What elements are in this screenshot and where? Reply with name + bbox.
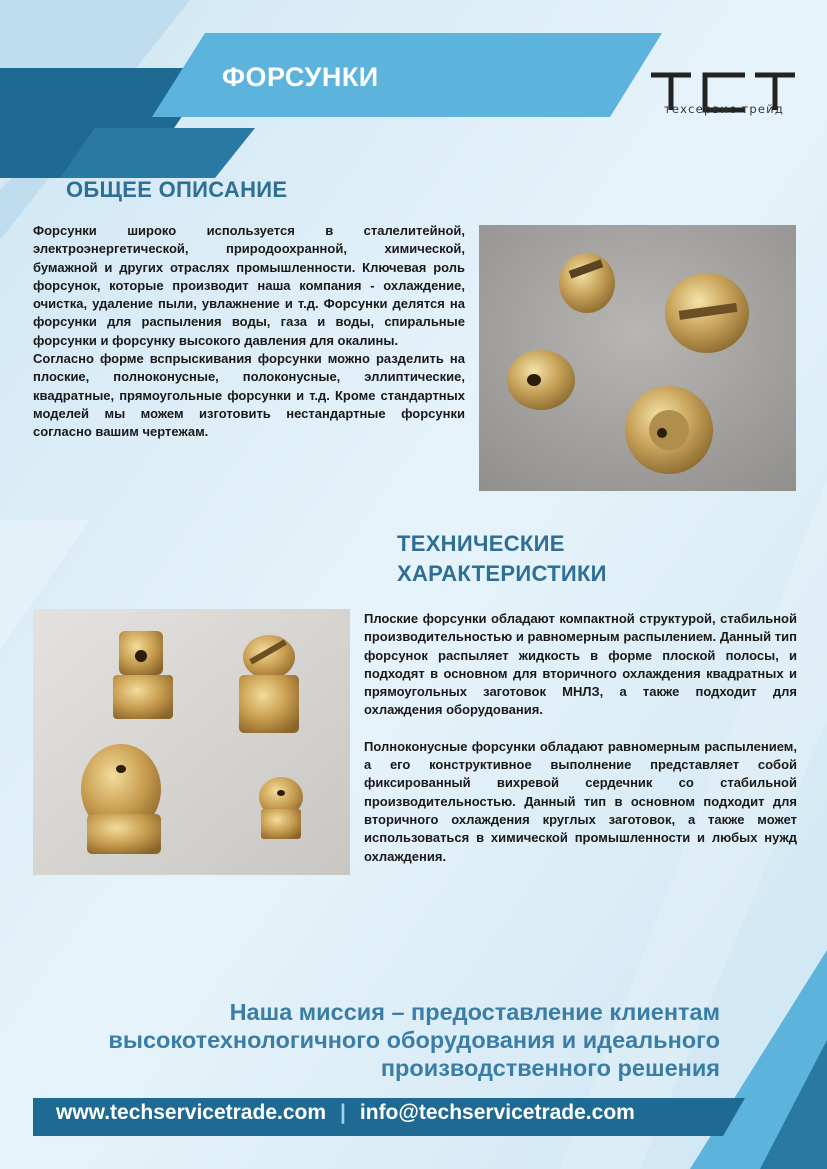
technical-paragraph-1: Плоские форсунки обладают компактной структурой, стабильной производительностью и равномерным распылением. Данный тип форсунок распыляет жидкость в форме плоской полосы, и подходят в основном для вторичного охлаждения квадратных и прямоугольных заготовок МНЛЗ, а также подходит для охлаждения оборудования. (364, 611, 797, 718)
cone-nozzle-small (259, 777, 303, 839)
cone-nozzle-large (81, 744, 161, 854)
logo-subtitle: техсервис трейд (663, 102, 784, 116)
section-heading-technical (397, 529, 607, 589)
mission-line-2: высокотехнологичного оборудования и идеального (108, 1027, 720, 1053)
technical-paragraph-2: Полноконусные форсунки обладают равномерным распылением, а его конструктивное выполнение представляет собой фиксированный вихревой сердечник со стабильной производительностью. Данный тип в основном подходит для вторичного охлаждения круглых заготовок, а также может использоваться в химической промышленности и любых нужд охлаждения. (364, 738, 797, 864)
nozzles-photo-1 (479, 225, 796, 491)
email-link[interactable]: info@techservicetrade.com (359, 1101, 635, 1124)
technical-heading-line-2: ХАРАКТЕРИСТИКИ (397, 561, 607, 586)
footer-contacts (56, 1101, 635, 1125)
mission-statement (40, 998, 720, 1082)
footer-separator: | (340, 1101, 346, 1124)
section-heading-general: ОБЩЕЕ ОПИСАНИЕ (66, 177, 288, 202)
page-title: ФОРСУНКИ (222, 62, 379, 92)
general-paragraph-1: Форсунки широко используется в сталелитейной, электроэнергетической, природоохранной, химической, бумажной и других отраслях промышленности. Ключевая роль форсунок, которые производит наша компания - охлаждение, очистка, удаление пыли, увлажнение и т.д. Форсунки делятся на форсунки для распыления воды, газа и воды, спиральные форсунки и форсунку высокого давления для окалины. (33, 223, 465, 348)
nozzle-top-right (665, 273, 749, 353)
flat-nozzle-right (239, 635, 299, 733)
website-link[interactable]: www.techservicetrade.com (56, 1101, 327, 1124)
general-description (33, 222, 465, 442)
technical-heading-line-1: ТЕХНИЧЕСКИЕ (397, 531, 565, 556)
mission-line-1: Наша миссия – предоставление клиентам (229, 999, 720, 1025)
nozzle-top-left (559, 253, 615, 313)
technical-description (364, 610, 797, 866)
nozzle-bottom-right (625, 386, 713, 474)
mission-line-3: производственного решения (380, 1055, 720, 1081)
nozzles-photo-2 (33, 609, 350, 875)
general-paragraph-2: Согласно форме вспрыскивания форсунки можно разделить на плоские, полноконусные, полоконусные, эллиптические, квадратные, прямоугольные форсунки и т.д. Кроме стандартных моделей мы можем изготовить нестандартные форсунки согласно вашим чертежам. (33, 351, 465, 440)
nozzle-bottom-left (507, 350, 575, 410)
